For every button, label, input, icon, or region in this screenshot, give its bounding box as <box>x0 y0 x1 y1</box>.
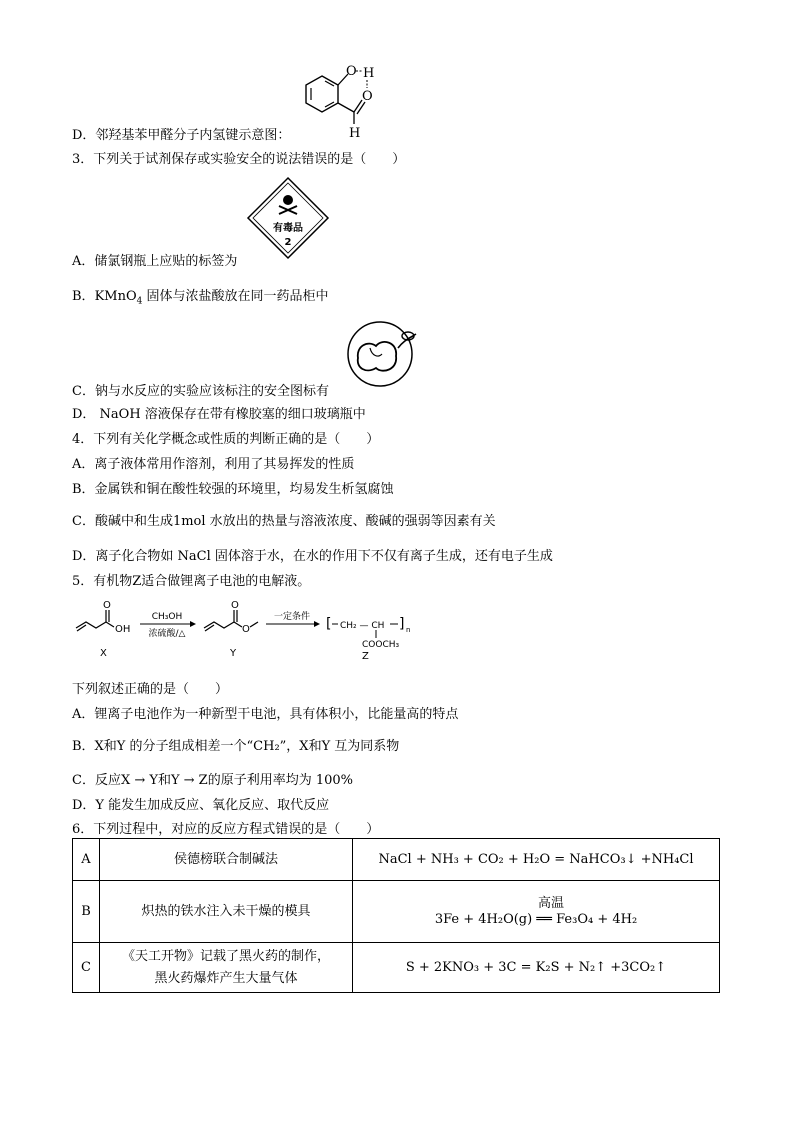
q4-option-d: D．离子化合物如 NaCl 固体溶于水，在水的作用下不仅有离子生成，还有电子生成 <box>72 549 553 564</box>
label-y: Y <box>230 648 237 659</box>
row-letter: C <box>73 943 100 993</box>
x-oh: OH <box>115 624 131 635</box>
z-chain: CH₂ — CH <box>340 621 385 631</box>
q3-option-b: B．KMnO$_4$ 固体与浓盐酸放在同一药品柜中 <box>72 289 329 307</box>
q3-stem: 3．下列关于试剂保存或实验安全的说法错误的是（ ） <box>72 152 406 167</box>
condition: 一定条件 <box>273 612 311 622</box>
q2-option-d: D．邻羟基苯甲醛分子内氢键示意图： <box>72 128 291 143</box>
mol-o: O <box>346 64 357 79</box>
q5-option-a: A．锂离子电池作为一种新型干电池，具有体积小，比能量高的特点 <box>72 707 459 722</box>
toxic-label-text: 有毒品 <box>273 223 303 234</box>
reagent-top: CH₃OH <box>151 612 183 622</box>
table-row <box>73 881 720 943</box>
row-desc: 炽热的铁水注入未干燥的模具 <box>100 881 353 943</box>
q4-option-a: A．离子液体常用作溶剂，利用了其易挥发的性质 <box>72 457 355 472</box>
q3-option-a: A．储氯钢瓶上应贴的标签为 <box>72 254 238 269</box>
salicylaldehyde-structure <box>296 62 386 140</box>
toxic-label-icon <box>246 176 330 260</box>
q3-option-c: C．钠与水反应的实验应该标注的安全图标有 <box>72 384 329 399</box>
reaction-condition: 高温 <box>537 896 564 911</box>
reagent-bottom: 浓硫酸/△ <box>148 629 186 639</box>
q5-ask: 下列叙述正确的是（ ） <box>72 682 229 697</box>
row-equation: NaCl + NH₃ + CO₂ + H₂O = NaHCO₃↓ +NH₄Cl <box>353 839 720 881</box>
mol-o-right: O <box>362 89 373 104</box>
row-letter: A <box>73 839 100 881</box>
q5-option-c: C．反应X → Y和Y → Z的原子利用率均为 100% <box>72 773 354 788</box>
y-o-ester: O <box>242 624 250 635</box>
mol-h-bottom: H <box>349 126 361 140</box>
q5-option-d: D．Y 能发生加成反应、氧化反应、取代反应 <box>72 798 330 813</box>
table-row <box>73 839 720 881</box>
q6-options-table <box>72 838 720 993</box>
q5-option-b: B．X和Y 的分子组成相差一个“CH₂”，X和Y 互为同系物 <box>72 739 400 754</box>
safety-hazard-icon <box>346 318 418 388</box>
y-o-top: O <box>231 600 239 611</box>
reaction-scheme <box>72 598 432 664</box>
q4-option-b: B．金属铁和铜在酸性较强的环境里，均易发生析氢腐蚀 <box>72 482 394 497</box>
svg-text:]: ] <box>399 616 405 632</box>
z-sub: COOCH₃ <box>362 640 400 650</box>
q6-stem: 6．下列过程中，对应的反应方程式错误的是（ ） <box>72 822 380 837</box>
z-n: n <box>406 626 411 634</box>
mol-h-top: H <box>363 66 375 81</box>
row-letter: B <box>73 881 100 943</box>
row-equation: S + 2KNO₃ + 3C = K₂S + N₂↑ +3CO₂↑ <box>353 943 720 993</box>
row-equation: 高温 3Fe + 4H₂O(g) ══ Fe₃O₄ + 4H₂ <box>353 881 720 943</box>
table-row <box>73 943 720 993</box>
svg-text:[: [ <box>326 616 332 632</box>
q5-stem: 5．有机物Z适合做锂离子电池的电解液。 <box>72 574 311 589</box>
label-z: Z <box>362 651 369 662</box>
q4-option-c: C．酸碱中和生成1mol 水放出的热量与溶液浓度、酸碱的强弱等因素有关 <box>72 514 496 529</box>
q3-option-d: D． NaOH 溶液保存在带有橡胶塞的细口玻璃瓶中 <box>72 407 366 422</box>
toxic-label-number: 2 <box>284 237 292 248</box>
label-x: X <box>100 648 107 659</box>
row-desc: 《天工开物》记载了黑火药的制作， 黑火药爆炸产生大量气体 <box>100 943 353 993</box>
q4-stem: 4．下列有关化学概念或性质的判断正确的是（ ） <box>72 432 380 447</box>
x-o: O <box>103 600 111 611</box>
row-desc: 侯德榜联合制碱法 <box>100 839 353 881</box>
